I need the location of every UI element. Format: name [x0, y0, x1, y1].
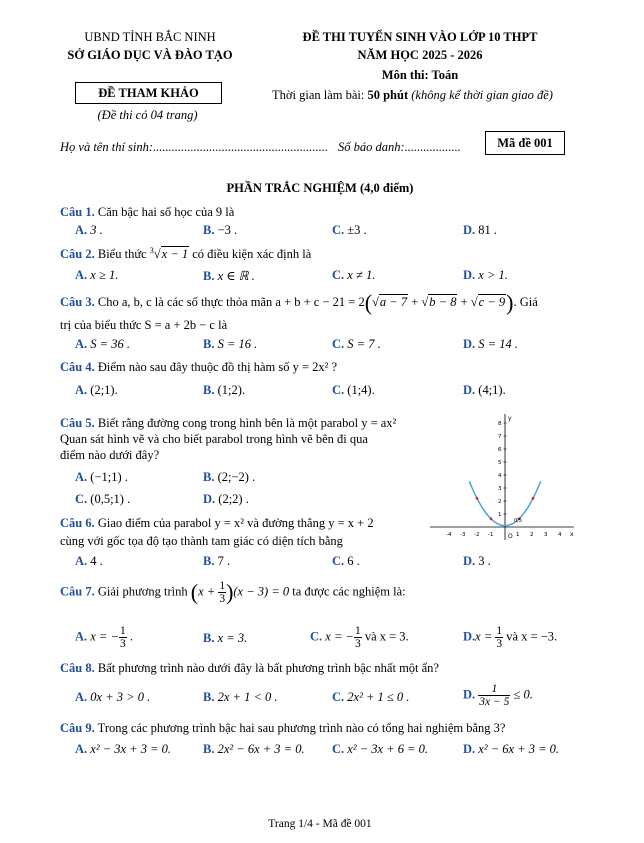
q7-option-c[interactable]: C. x = − $\frac{1}{3}$ và x = 3.: [310, 625, 409, 651]
q4-option-a[interactable]: A. (2;1).: [75, 383, 118, 397]
section-title: PHẦN TRẮC NGHIỆM (4,0 điểm): [226, 181, 414, 195]
question-1: Câu 1. Căn bậc hai số học của 9 là: [60, 205, 235, 219]
x-tick-label: -4: [446, 532, 452, 538]
x-axis-label: x: [570, 531, 574, 538]
y-tick-label: 4: [498, 473, 502, 479]
question-5-line3: điểm nào dưới đây?: [60, 448, 160, 462]
q7-option-d[interactable]: D.x = $\frac{1}{3}$ và x = −3.: [463, 625, 558, 651]
y-tick-label: 5: [498, 460, 502, 466]
question-9: Câu 9. Trong các phương trình bậc hai sau phương trình nào có tổng hai nghiệm bằng 3?: [60, 721, 506, 735]
q5-option-b[interactable]: B. (2;−2) .: [203, 470, 256, 484]
org-line2: SỞ GIÁO DỤC VÀ ĐÀO TẠO: [67, 48, 233, 62]
y-tick-label: 2: [498, 499, 502, 505]
q5-option-a[interactable]: A. (−1;1) .: [75, 470, 128, 484]
exam-title: ĐỀ THI TUYỂN SINH VÀO LỚP 10 THPT: [302, 30, 538, 44]
q1-option-c[interactable]: C. ±3 .: [332, 223, 367, 237]
question-5: Câu 5. Biết rằng đường cong trong hình bên là một parabol y = ax²: [60, 416, 397, 430]
q6-option-d[interactable]: D. 3 .: [463, 554, 491, 568]
q6-option-b[interactable]: B. 7 .: [203, 554, 231, 568]
q2-option-b[interactable]: B. x ∈ ℝ .: [203, 269, 255, 283]
x-tick-label: -2: [474, 532, 480, 538]
q8-option-d[interactable]: D. $\frac{1}{3x - 5}$ ≤ 0.: [463, 683, 533, 709]
q9-option-d[interactable]: D. x² − 6x + 3 = 0.: [463, 742, 560, 756]
question-5-line2: Quan sát hình vẽ và cho biết parabol trong hình vẽ bên đi qua: [60, 432, 368, 446]
q1-option-a[interactable]: A. 3 .: [75, 223, 103, 237]
q2-option-c[interactable]: C. x ≠ 1.: [332, 268, 376, 282]
x-tick-label: 3: [544, 532, 548, 538]
page-footer: Trang 1/4 - Mã đề 001: [268, 818, 372, 830]
question-6-line2: cùng với gốc tọa độ tạo thành tam giác có diện tích bằng: [60, 534, 343, 548]
y-tick-label: 6: [498, 447, 502, 453]
q8-option-c[interactable]: C. 2x² + 1 ≤ 0 .: [332, 690, 410, 704]
candidate-name: Họ và tên thí sinh:........................................................: [60, 140, 329, 154]
x-tick-label: 4: [558, 532, 562, 538]
q3-option-b[interactable]: B. S = 16 .: [203, 337, 258, 351]
x-tick-label: 1: [516, 532, 520, 538]
time-line: [272, 88, 553, 103]
q4-option-d[interactable]: D. (4;1).: [463, 383, 506, 397]
graph-point: [490, 517, 493, 520]
q9-option-c[interactable]: C. x² − 3x + 6 = 0.: [332, 742, 429, 756]
q6-option-a[interactable]: A. 4 .: [75, 554, 103, 568]
q3-option-c[interactable]: C. S = 7 .: [332, 337, 381, 351]
time-label: Thời gian làm bài:: [272, 88, 365, 102]
point-label: 0,5: [514, 518, 522, 524]
graph-point: [532, 497, 535, 500]
pages-note: (Đề thi có 04 trang): [97, 108, 198, 122]
q1-option-d[interactable]: D. 81 .: [463, 223, 498, 237]
subject: Môn thi: Toán: [381, 68, 459, 82]
y-tick-label: 1: [498, 512, 502, 518]
time-value: 50 phút: [367, 88, 409, 102]
x-tick-label: -1: [488, 532, 494, 538]
q3-option-d[interactable]: D. S = 14 .: [463, 337, 518, 351]
candidate-no: Số báo danh:..................: [338, 140, 461, 154]
q9-option-b[interactable]: B. 2x² − 6x + 3 = 0.: [203, 742, 305, 756]
y-tick-label: 3: [498, 486, 502, 492]
y-tick-label: 7: [498, 434, 502, 440]
question-4: Câu 4. Điểm nào sau đây thuộc đồ thị hàm số y = 2x² ?: [60, 360, 338, 374]
q5-option-c[interactable]: C. (0,5;1) .: [75, 492, 131, 506]
q7-option-a[interactable]: A. x = − $\frac{1}{3}$ .: [75, 625, 133, 651]
q7-option-b[interactable]: B. x = 3.: [203, 631, 248, 645]
exam-code: Mã đề 001: [485, 131, 565, 155]
q2-option-d[interactable]: D. x > 1.: [463, 268, 508, 282]
q1-option-b[interactable]: B. −3 .: [203, 223, 238, 237]
q9-option-a[interactable]: A. x² − 3x + 3 = 0.: [75, 742, 172, 756]
question-8: Câu 8. Bất phương trình nào dưới đây là bất phương trình bậc nhất một ẩn?: [60, 661, 439, 675]
graph-point: [476, 497, 479, 500]
q4-option-b[interactable]: B. (1;2).: [203, 383, 246, 397]
question-6: Câu 6. Giao điểm của parabol y = x² và đường thẳng y = x + 2: [60, 516, 374, 530]
question-1-text: Căn bậc hai số học của 9 là: [97, 205, 235, 219]
org-line1: UBND TỈNH BẮC NINH: [84, 30, 216, 44]
question-7: Câu 7. Giải phương trình (x + $\frac{1}{3}$ )(x − 3) = 0 ta được các nghiệm là:: [60, 579, 406, 606]
q8-option-b[interactable]: B. 2x + 1 < 0 .: [203, 690, 278, 704]
question-2: Câu 2. Biểu thức $^3$√x − 1 có điều kiện xác định là: [60, 246, 312, 262]
time-note: (không kể thời gian giao đề): [411, 88, 553, 102]
x-tick-label: -3: [460, 532, 466, 538]
cube-root-radicand: x − 1: [161, 247, 189, 262]
school-year: NĂM HỌC 2025 - 2026: [357, 48, 483, 62]
y-tick-label: 8: [498, 421, 502, 427]
q3-option-a[interactable]: A. S = 36 .: [75, 337, 130, 351]
x-tick-label: 2: [530, 532, 534, 538]
doc-type-box: ĐỀ THAM KHẢO: [75, 82, 222, 104]
q6-option-c[interactable]: C. 6 .: [332, 554, 360, 568]
origin-label: O: [508, 533, 513, 540]
question-3: Câu 3. Cho a, b, c là các số thực thỏa mãn a + b + c − 21 = 2(√a − 7 + √b − 8 + √c − 9). Giá: [60, 290, 538, 315]
q4-option-c[interactable]: C. (1;4).: [332, 383, 375, 397]
parabola-graph: [428, 412, 578, 542]
question-3-line2: trị của biểu thức S = a + 2b − c là: [60, 318, 228, 332]
y-axis-label: y: [508, 415, 512, 422]
q8-option-a[interactable]: A. 0x + 3 > 0 .: [75, 690, 151, 704]
q2-option-a[interactable]: A. x ≥ 1.: [75, 268, 119, 282]
q5-option-d[interactable]: D. (2;2) .: [203, 492, 249, 506]
